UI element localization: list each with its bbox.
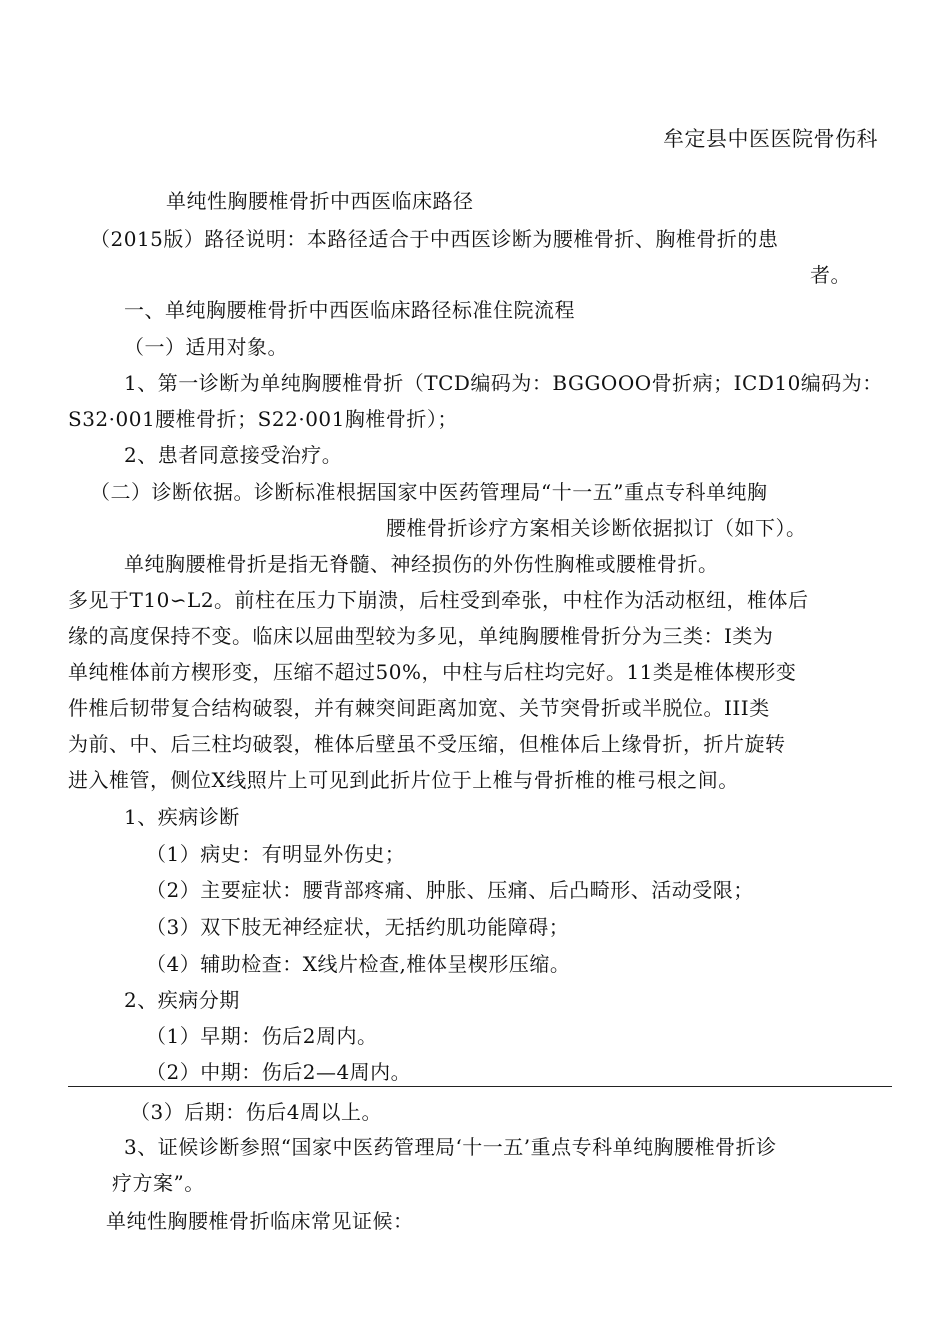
syndrome-heading-continuation: 疗方案”。	[112, 1171, 205, 1195]
syndrome-heading: 3、证候诊断参照“国家中医药管理局‘十一五’重点专科单纯胸腰椎骨折诊	[124, 1135, 777, 1159]
document-title: 单纯性胸腰椎骨折中西医临床路径	[166, 189, 474, 213]
subsection-heading: （一）适用对象。	[124, 335, 288, 359]
diagnosis-item: （2）主要症状：腰背部疼痛、肿胀、压痛、后凸畸形、活动受限；	[146, 878, 754, 902]
version-note: （2015版）路径说明：本路径适合于中西医诊断为腰椎骨折、胸椎骨折的患	[90, 227, 779, 251]
subsection-heading-continuation: 腰椎骨折诊疗方案相关诊断依据拟订（如下）。	[386, 516, 807, 540]
paragraph-line: 为前、中、后三柱均破裂，椎体后壁虽不受压缩，但椎体后上缘骨折，折片旋转	[68, 732, 786, 756]
paragraph-line: 缘的高度保持不变。临床以屈曲型较为多见，单纯胸腰椎骨折分为三类：I类为	[68, 624, 774, 648]
paragraph-line: 进入椎管，侧位X线照片上可见到此折片位于上椎与骨折椎的椎弓根之间。	[68, 768, 739, 792]
diagnosis-heading: 1、疾病诊断	[124, 805, 240, 829]
staging-heading: 2、疾病分期	[124, 988, 240, 1012]
diagnosis-item: （4）辅助检查：X线片检查,椎体呈楔形压缩。	[146, 952, 571, 976]
department-header: 牟定县中医医院骨伤科	[663, 127, 878, 151]
paragraph-line: 多见于T10∽L2。前柱在压力下崩溃，后柱受到牵张，中柱作为活动枢纽，椎体后	[68, 588, 809, 612]
list-item-continuation: S32·001腰椎骨折；S22·001胸椎骨折）；	[68, 407, 458, 431]
list-item: 2、患者同意接受治疗。	[124, 443, 343, 467]
staging-item: （3）后期：伤后4周以上。	[130, 1100, 382, 1124]
paragraph-line: 单纯胸腰椎骨折是指无脊髓、神经损伤的外伤性胸椎或腰椎骨折。	[124, 552, 719, 576]
section-heading: 一、单纯胸腰椎骨折中西医临床路径标准住院流程	[124, 298, 575, 322]
common-syndromes-label: 单纯性胸腰椎骨折临床常见证候：	[106, 1209, 414, 1233]
diagnosis-item: （3）双下肢无神经症状，无括约肌功能障碍；	[146, 915, 570, 939]
page-divider	[68, 1086, 892, 1087]
version-note-end: 者。	[810, 263, 851, 287]
list-item: 1、第一诊断为单纯胸腰椎骨折（TCD编码为：BGGOOO骨折病；ICD10编码为：	[124, 371, 883, 395]
paragraph-line: 件椎后韧带复合结构破裂，并有棘突间距离加宽、关节突骨折或半脱位。III类	[68, 696, 770, 720]
diagnosis-item: （1）病史：有明显外伤史；	[146, 842, 406, 866]
staging-item: （1）早期：伤后2周内。	[146, 1024, 378, 1048]
paragraph-line: 单纯椎体前方楔形变，压缩不超过50%，中柱与后柱均完好。11类是椎体楔形变	[68, 660, 797, 684]
staging-item: （2）中期：伤后2—4周内。	[146, 1060, 412, 1084]
subsection-heading: （二）诊断依据。诊断标准根据国家中医药管理局“十一五”重点专科单纯胸	[90, 480, 768, 504]
